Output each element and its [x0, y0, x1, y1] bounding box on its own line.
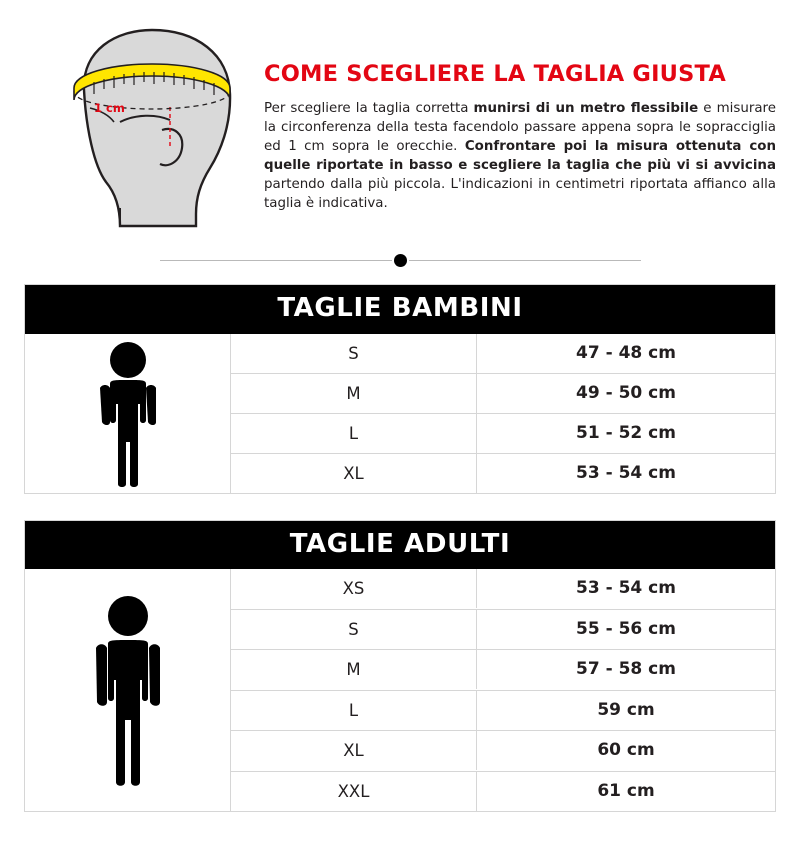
size-cell: L	[231, 691, 477, 730]
table-row	[231, 731, 775, 772]
measure-cell: 60 cm	[597, 740, 655, 761]
size-cell: XL	[231, 454, 477, 493]
children-rows	[231, 334, 775, 493]
measure-cell: 53 - 54 cm	[576, 462, 676, 483]
table-row	[231, 650, 775, 691]
size-cell: XS	[231, 569, 477, 608]
page-title: COME SCEGLIERE LA TAGLIA GIUSTA	[264, 61, 726, 87]
size-cell: S	[231, 610, 477, 649]
intro-paragraph	[264, 99, 776, 213]
head-silhouette	[84, 30, 230, 226]
size-cell: L	[231, 414, 477, 453]
adults-table-body	[25, 569, 775, 811]
divider-line-right	[409, 260, 641, 261]
adults-table-title: TAGLIE ADULTI	[25, 521, 775, 570]
head-diagram-svg	[24, 18, 252, 228]
section-divider	[0, 250, 800, 270]
intro-text-4-bold: Confrontare poi la misura ottenuta con quelle riportate in basso e scegliere la taglia che più vi si avvicina	[264, 138, 776, 173]
table-row	[231, 414, 775, 454]
divider-line-left	[160, 260, 392, 261]
size-cell: XL	[231, 731, 477, 770]
children-table-body	[25, 334, 775, 493]
intro-text-3: e misurare la circonferenza della testa facendolo passare appena sopra le sopracciglia ed 1 cm sopra le orecchie.	[264, 100, 776, 154]
measure-cell: 49 - 50 cm	[576, 382, 676, 403]
child-figure-icon	[80, 338, 176, 488]
children-table-title: TAGLIE BAMBINI	[25, 285, 775, 334]
intro-text-2-bold: munirsi di un metro flessibile	[473, 100, 699, 116]
intro-text-1: Per scegliere la taglia corretta	[264, 100, 474, 116]
measure-cell: 47 - 48 cm	[576, 342, 676, 363]
divider-dot	[394, 254, 407, 267]
measure-cell: 53 - 54 cm	[576, 578, 676, 599]
adults-size-table	[24, 520, 776, 813]
table-row	[231, 454, 775, 493]
size-cell: M	[231, 374, 477, 413]
table-row	[231, 610, 775, 651]
intro-text-5: partendo dalla più piccola. L'indicazioni in centimetri riportata affianco alla taglia è indicativa.	[264, 176, 776, 211]
child-figure-cell	[25, 334, 231, 493]
intro-section	[0, 0, 800, 232]
measure-cell: 55 - 56 cm	[576, 618, 676, 639]
table-row	[231, 374, 775, 414]
adult-figure-cell	[25, 569, 231, 811]
measure-cell: 57 - 58 cm	[576, 659, 676, 680]
adults-rows	[231, 569, 775, 811]
children-size-table	[24, 284, 776, 494]
table-row	[231, 334, 775, 374]
tape-label: 1 cm	[94, 101, 125, 115]
measure-cell: 51 - 52 cm	[576, 422, 676, 443]
table-row	[231, 569, 775, 610]
size-cell: M	[231, 650, 477, 689]
size-cell: S	[231, 334, 477, 373]
intro-text-block	[252, 14, 776, 232]
table-row	[231, 772, 775, 812]
size-cell: XXL	[231, 772, 477, 811]
table-row	[231, 691, 775, 732]
measure-cell: 59 cm	[597, 699, 655, 720]
measure-cell: 61 cm	[597, 780, 655, 801]
head-measurement-illustration	[24, 14, 252, 232]
adult-figure-icon	[80, 590, 176, 790]
